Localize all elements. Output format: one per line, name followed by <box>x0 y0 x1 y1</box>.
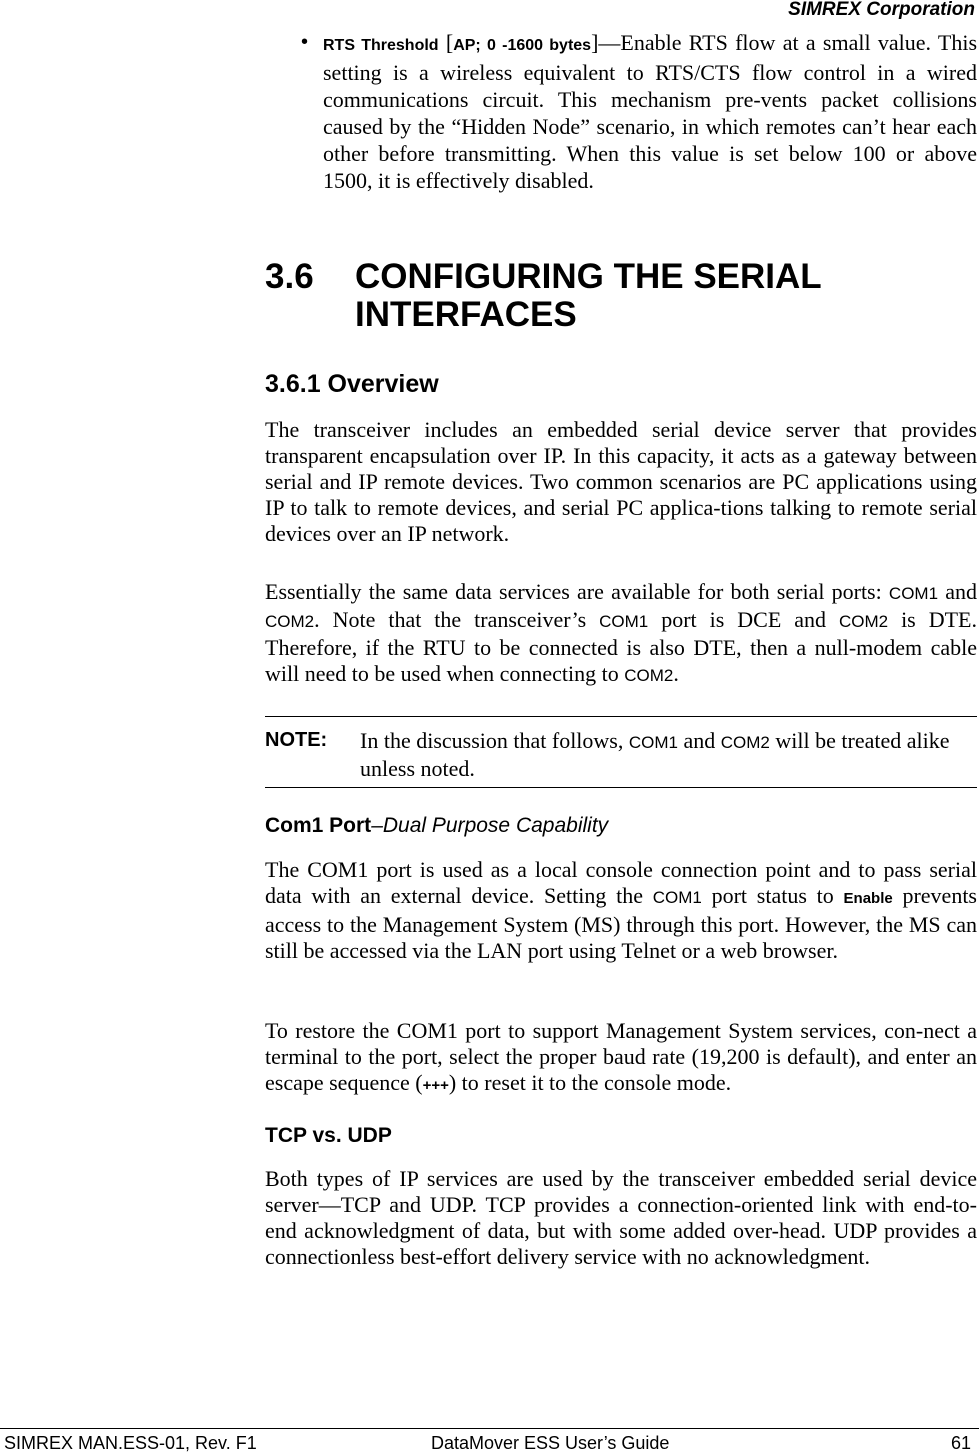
section-number: 3.6 <box>265 257 314 296</box>
range-open-bracket: [ <box>445 30 454 55</box>
escape-sequence-keyword: +++ <box>422 1077 449 1094</box>
com1-paragraph-1 <box>265 857 977 964</box>
overview-paragraph-2 <box>265 579 977 689</box>
subsection-heading: 3.6.1 Overview <box>265 370 439 398</box>
text-run: . Note that the transceiver’s <box>314 607 600 632</box>
footer-rule <box>0 1428 979 1429</box>
com2-keyword: COM2 <box>838 612 889 631</box>
text-run: In the discussion that follows, <box>360 728 629 753</box>
footer-page-number: 61 <box>950 1433 971 1453</box>
com1-heading-bold: Com1 Port <box>265 814 372 837</box>
overview-paragraph-1: The transceiver includes an embedded serial device server that provides transparent encapsulation over IP. In this capacity, it acts as a gateway between serial and IP remote devices. Two common scenarios are PC applications using IP to talk to remote devices, and serial PC applica-tions talking to remote serial devices over an IP network. <box>265 417 977 546</box>
com1-keyword: COM1 <box>888 584 939 603</box>
bullet-dot-icon: • <box>301 31 309 53</box>
rts-threshold-bullet <box>301 29 978 194</box>
rts-threshold-description: —Enable RTS flow at a small value. This setting is a wireless equivalent to RTS/CTS flow control in a wired communications circuit. This mechanism pre-vents packet collisions caused by the “Hidden Node” scenario, in which remotes can’t hear each other before transmitting. When this value is set below 100 or above 1500, it is effectively disabled. <box>323 30 978 193</box>
enable-keyword: Enable <box>843 890 893 907</box>
text-run: To restore the COM1 port to support Management System services, con-nect a terminal to the port, select the proper baud rate (19,200 is default), and enter an escape sequence ( <box>265 1018 977 1095</box>
text-run: Essentially the same data services are available for both serial ports: <box>265 579 889 604</box>
note-top-rule <box>265 716 977 717</box>
text-run: will be treated alike unless noted. <box>360 728 950 781</box>
com2-keyword: COM2 <box>265 612 315 631</box>
section-title: CONFIGURING THE SERIAL INTERFACES <box>355 257 822 334</box>
text-run: port is DCE and <box>648 607 839 632</box>
text-run: prevents access to the Management System (MS) through this port. However, the MS can still be accessed via the LAN port using Telnet or a web browser. <box>265 883 977 963</box>
tcp-udp-paragraph: Both types of IP services are used by the transceiver embedded serial device server—TCP and UDP. TCP provides a connection-oriented link with end-to-end acknowledgment of data, but with some added over-head. UDP provides a connectionless best-effort delivery service with no acknowledgment. <box>265 1166 977 1269</box>
footer-guide-title: DataMover ESS User’s Guide <box>431 1433 670 1453</box>
rts-threshold-range: AP; 0 -1600 bytes <box>453 37 592 54</box>
text-run: port status to <box>701 883 844 908</box>
com1-keyword: COM1 <box>628 733 678 752</box>
com1-heading-italic: –Dual Purpose Capability <box>371 814 609 837</box>
com2-keyword: COM2 <box>624 666 674 685</box>
text-run: ) to reset it to the console mode. <box>448 1070 732 1095</box>
text-run: The COM1 port is used as a local console connection point and to pass serial data with an external device. Setting the <box>265 857 977 908</box>
rts-threshold-term: RTS Threshold <box>323 37 439 54</box>
note-text <box>360 728 977 782</box>
note-label: NOTE: <box>265 729 328 751</box>
range-close-bracket: ] <box>591 30 599 55</box>
com2-keyword: COM2 <box>720 733 770 752</box>
text-run: and <box>678 728 721 753</box>
tcp-udp-heading: TCP vs. UDP <box>265 1124 392 1147</box>
com1-port-heading <box>265 813 608 839</box>
com1-keyword: COM1 <box>599 612 649 631</box>
com1-keyword: COM1 <box>652 888 702 907</box>
text-run: is DTE. Therefore, if the RTU to be connected is also DTE, then a null-modem cable will need to be used when connecting to <box>265 607 977 686</box>
running-header-company: SIMREX Corporation <box>788 0 975 20</box>
note-bottom-rule <box>265 787 977 788</box>
footer-doc-id: SIMREX MAN.ESS-01, Rev. F1 <box>4 1433 257 1453</box>
text-run: . <box>673 661 679 686</box>
text-run: and <box>938 579 977 604</box>
com1-paragraph-2 <box>265 1018 977 1099</box>
